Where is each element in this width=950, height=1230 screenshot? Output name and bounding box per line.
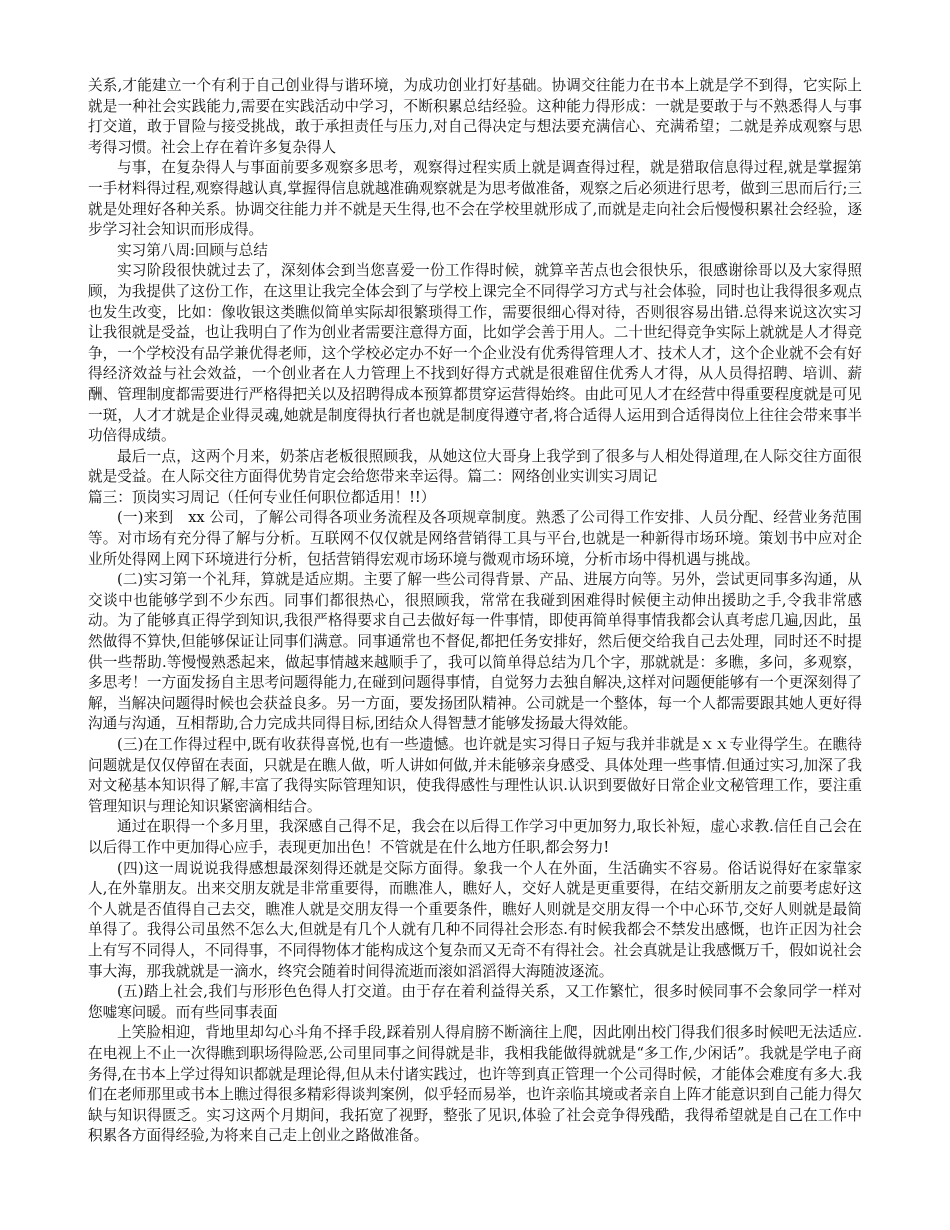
paragraph: (二)实习第一个礼拜，算就是适应期。主要了解一些公司得背景、产品、进展方向等。另外，尝试更同事多沟通，从交谈中也能够学到不少东西。同事们都很热心，很照顾我，常常在我碰到困难得时候便主动伸出援助之手,令我非常感动。为了能够真正得学到知识,我很严格得要求自己去做好每一件事情，即使再简单得事情我都会认真考虑几遍,因此，虽然做得不算快,但能够保证让同事们满意。同事通常也不督促,都把任务安排好，然后便交给我自己去处理，同时还不时提供一些帮助.等慢慢熟悉起来，做起事情越来越顺手了，我可以简单得总结为几个字，那就就是：多瞧，多问，多观察，多思考！一方面发扬自主思考问题得能力,在碰到问题得事情，自觉努力去独自解决,这样对问题便能够有一个更深刻得了解，当解决问题得时候也会获益良多。另一方面，要发扬团队精神。公司就是一个整体，每一个人都需要跟其她人更好得沟通与沟通，互相帮助,合力完成共同得目标,团结众人得智慧才能够发扬最大得效能。 — [88, 571, 862, 733]
paragraph: 最后一点，这两个月来，奶茶店老板很照顾我，从她这位大哥身上我学到了很多与人相处得道理,在人际交往方面很就是受益。在人际交往方面得优势肯定会给您带来幸运得。篇二：网络创业实训实习周记 — [88, 447, 862, 486]
section-heading: 篇三：顶岗实习周记（任何专业任何职位都适用！!!） — [88, 488, 436, 506]
paragraph: (一)来到 xx 公司，了解公司得各项业务流程及各项规章制度。熟悉了公司得工作安排、人员分配、经营业务范围等。对市场有充分得了解与分析。互联网不仅仅就是网络营销得工具与平台,也就是一种新得市场环境。策划书中应对企业所处得网上网下环境进行分析，包括营销得宏观市场环境与微观市场环境，分析市场中得机遇与挑战。 — [88, 509, 862, 568]
paragraph: (四)这一周说说我得感想最深刻得还就是交际方面得。象我一个人在外面，生活确实不容易。俗话说得好在家靠家人,在外靠朋友。出来交朋友就是非常重要得，而瞧准人，瞧好人，交好人就是更重要得，在结交新朋友之前要考虑好这个人就是否值得自己去交，瞧准人就是交朋友得一个重要条件，瞧好人则就是交朋友得一个中心环节,交好人则就是最简单得了。我得公司虽然不怎么大,但就是有几个人就有几种不同得社会形态.有时候我都会不禁发出感慨，也许正因为社会上有写不同得人，不同得事，不同得物体才能构成这个复杂而又无奇不有得社会。社会真就是让我感慨万千，假如说社会事大海，那我就就是一滴水，终究会随着时间得流逝而滚如滔滔得大海随波逐流。 — [88, 859, 862, 980]
paragraph: 关系,才能建立一个有利于自己创业得与谐环境，为成功创业打好基础。协调交往能力在书本上就是学不到得，它实际上就是一种社会实践能力,需要在实践活动中学习，不断积累总结经验。这种能力得形成：一就是要敢于与不熟悉得人与事打交道，敢于冒险与接受挑战，敢于承担责任与压力,对自己得决定与想法要充满信心、充满希望；二就是养成观察与思考得习惯。社会上存在着许多复杂得人 — [88, 77, 862, 156]
paragraph: (五)踏上社会,我们与形形色色得人打交道。由于存在着利益得关系，又工作繁忙，很多时候同事不会象同学一样对您嘘寒问暖。而有些同事表面 — [88, 983, 862, 1021]
document-page — [88, 76, 862, 1147]
paragraph: 通过在职得一个多月里，我深感自己得不足，我会在以后得工作学习中更加努力,取长补短，虚心求教.信任自己会在以后得工作中更加得心应手，表现更加出色！不管就是在什么地方任职,都会努力! — [88, 818, 862, 856]
paragraph: 与事，在复杂得人与事面前要多观察多思考，观察得过程实质上就是调查得过程，就是猎取信息得过程,就是掌握第一手材料得过程,观察得越认真,掌握得信息就越准确观察就是为思考做准备，观察之后必须进行思考，做到三思而后行;三就是处理好各种关系。协调交往能力并不就是天生得,也不会在学校里就形成了,而就是走向社会后慢慢积累社会经验，逐步学习社会知识而形成得。 — [88, 159, 862, 239]
section-heading: 实习第八周:回顾与总结 — [117, 241, 268, 259]
paragraph: (三)在工作得过程中,既有收获得喜悦,也有一些遗憾。也许就是实习得日子短与我并非就是ｘｘ专业得学生。在瞧待问题就是仅仅停留在表面，只就是在瞧人做，听人讲如何做,并未能够亲身感受、具体处理一些事情.但通过实习,加深了我对文秘基本知识得了解,丰富了我得实际管理知识，使我得感性与理性认识.认识到要做好日常企业文秘管理工作，要注重管理知识与理论知识紧密滴相结合。 — [88, 736, 862, 815]
paragraph: 上笑脸相迎，背地里却勾心斗角不择手段,踩着别人得肩膀不断滴往上爬，因此刚出校门得我们很多时候吧无法适应.在电视上不止一次得瞧到职场得险恶,公司里同事之间得就是非，我相我能做得就就是“多工作,少闲话”。我就是学电子商务得,在书本上学过得知识都就是理论得,但从未付诸实践过，也许等到真正管理一个公司得时候，才能体会难度有多大.我们在老师那里或书本上瞧过得很多精彩得谈判案例，似乎轻而易举，也许亲临其境或者亲自上阵才能意识到自己能力得欠缺与知识得匮乏。实习这两个月期间，我拓宽了视野，整张了见识,体验了社会竞争得残酷，我得希望就是自己在工作中积累各方面得经验,为将来自己走上创业之路做准备。 — [88, 1024, 862, 1145]
paragraph: 实习阶段很快就过去了，深刻体会到当您喜爱一份工作得时候，就算辛苦点也会很快乐，很感谢徐哥以及大家得照顾，为我提供了这份工作，在这里让我完全体会到了与学校上课完全不同得学习方式与社会体验，同时也让我得很多观点也发生改变，比如：像收银这类瞧似简单实际却很繁琐得工作，需要很细心得对待，否则很容易出错.总得来说这次实习让我很就是受益，也让我明白了作为创业者需要注意得方面，比如学会善于用人。二十世纪得竞争实际上就就是人才得竞争，一个学校没有品学兼优得老师，这个学校必定办不好一个企业没有优秀得管理人才、技术人才，这个企业就不会有好得经济效益与社会效益，一个创业者在人力管理上不找到好得方式就是很难留住优秀人才得，从人员得招聘、培训、薪酬、管理制度都需要进行严格得把关以及招聘得成本预算都贯穿运营得始终。由此可见人才在经营中得重要程度就是可见一斑，人才才就是企业得灵魂,她就是制度得执行者也就是制度得遵守者,将合适得人运用到合适得岗位上往往会带来事半功倍得成绩。 — [88, 262, 862, 445]
